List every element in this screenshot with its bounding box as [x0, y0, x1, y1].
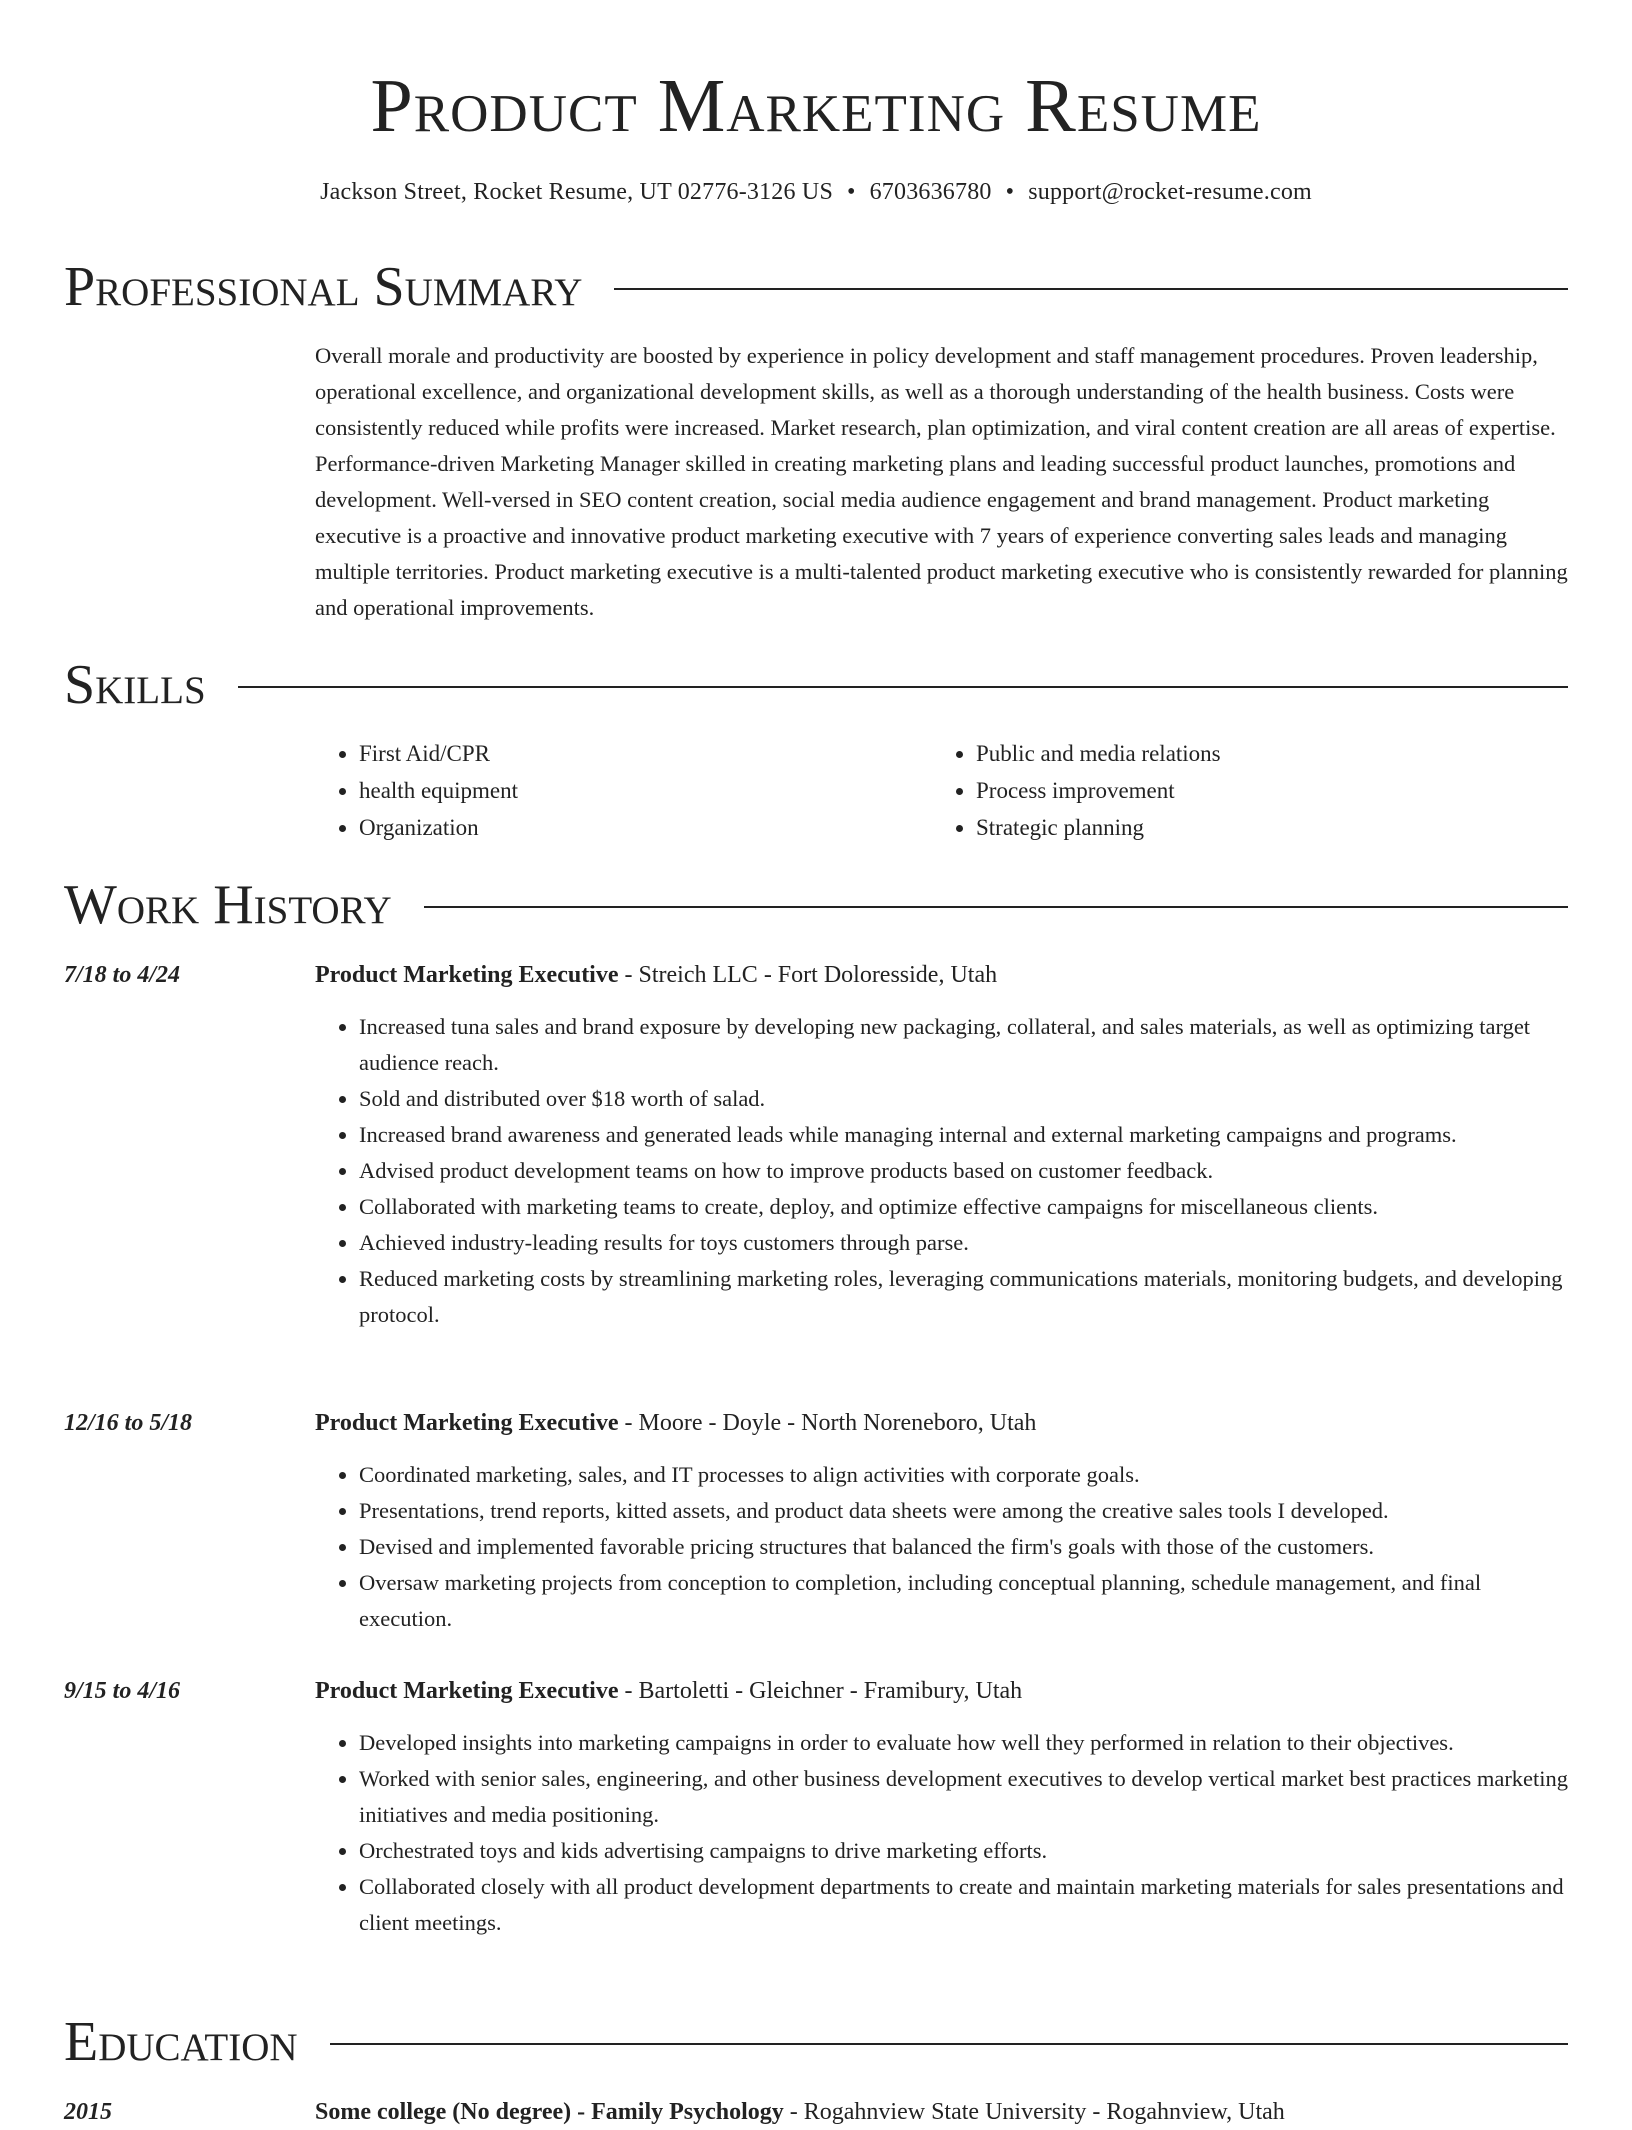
job-bullets — [315, 1009, 1569, 1333]
education-entry — [315, 2094, 1569, 2130]
education-degree: Some college (No degree) - Family Psychology — [315, 2099, 784, 2125]
resume-title: Product Marketing Resume — [370, 64, 1262, 148]
job-bullet: • Worked with senior sales, engineering, and other business development executives to develop vertical market best practices marketing initiatives and media positioning. — [359, 1761, 1569, 1833]
job-bullets — [315, 1725, 1569, 1941]
job-title: Product Marketing Executive — [315, 1410, 619, 1436]
section-divider — [424, 906, 1568, 908]
job-bullet: • Developed insights into marketing campaigns in order to evaluate how well they performed in relation to their objectives. — [359, 1725, 1569, 1761]
job-bullet: • Increased brand awareness and generated leads while managing internal and external marketing campaigns and programs. — [359, 1117, 1569, 1153]
job-bullet: • Devised and implemented favorable pricing structures that balanced the firm's goals with those of the customers. — [359, 1529, 1569, 1565]
job-heading — [315, 1673, 1569, 1709]
job-bullet: • Orchestrated toys and kids advertising campaigns to drive marketing efforts. — [359, 1833, 1569, 1869]
section-summary-header — [64, 255, 1568, 319]
section-skills-header — [64, 653, 1568, 717]
job-dates: 12/16 to 5/18 — [64, 1410, 193, 1436]
section-divider — [614, 288, 1568, 290]
job-bullet: • Collaborated with marketing teams to create, deploy, and optimize effective campaigns for miscellaneous clients. — [359, 1189, 1569, 1225]
education-date: 2015 — [64, 2099, 112, 2125]
section-work-header — [64, 873, 1568, 937]
job-title: Product Marketing Executive — [315, 1678, 619, 1704]
job-company: - Bartoletti - Gleichner - Framibury, Utah — [618, 1678, 1023, 1704]
job-company: - Moore - Doyle - North Noreneboro, Utah — [618, 1410, 1037, 1436]
contact-line — [0, 176, 1632, 208]
skill-item: • Strategic planning — [976, 809, 1549, 846]
skill-item: • Process improvement — [976, 772, 1549, 809]
job-bullet: • Coordinated marketing, sales, and IT processes to align activities with corporate goals. — [359, 1457, 1569, 1493]
job-bullet: • Reduced marketing costs by streamlining marketing roles, leveraging communications materials, monitoring budgets, and developing protocol. — [359, 1261, 1569, 1333]
contact-address: Jackson Street, Rocket Resume, UT 02776-3126 US — [320, 179, 833, 205]
job-bullet: • Oversaw marketing projects from conception to completion, including conceptual planning, schedule management, and final execution. — [359, 1565, 1569, 1637]
section-title: Skills — [64, 654, 206, 716]
section-title: Work History — [64, 874, 392, 936]
job-bullet: • Presentations, trend reports, kitted assets, and product data sheets were among the creative sales tools I developed. — [359, 1493, 1569, 1529]
section-title: Professional Summary — [64, 256, 583, 318]
skill-item: • First Aid/CPR — [359, 735, 932, 772]
skill-item: • Public and media relations — [976, 735, 1549, 772]
skills-list — [315, 735, 1569, 846]
skill-item: • Organization — [359, 809, 932, 846]
section-education-header — [64, 2010, 1568, 2074]
job-bullet: • Sold and distributed over $18 worth of salad. — [359, 1081, 1569, 1117]
job-bullet: • Increased tuna sales and brand exposure by developing new packaging, collateral, and sales materials, as well as optimizing target audience reach. — [359, 1009, 1569, 1081]
section-divider — [238, 686, 1568, 688]
contact-email: support@rocket-resume.com — [1028, 179, 1312, 205]
job-dates: 7/18 to 4/24 — [64, 962, 181, 988]
job-entry — [315, 957, 1569, 1333]
section-title: Education — [64, 2011, 298, 2073]
section-divider — [330, 2043, 1568, 2045]
job-dates: 9/15 to 4/16 — [64, 1678, 181, 1704]
contact-separator: • — [847, 179, 856, 205]
job-entry — [315, 1405, 1569, 1637]
job-bullet: • Advised product development teams on how to improve products based on customer feedback. — [359, 1153, 1569, 1189]
job-heading — [315, 957, 1569, 993]
job-bullet: • Collaborated closely with all product development departments to create and maintain marketing materials for sales presentations and client meetings. — [359, 1869, 1569, 1941]
contact-phone: 6703636780 — [869, 179, 992, 205]
job-bullets — [315, 1457, 1569, 1637]
job-bullet: • Achieved industry-leading results for toys customers through parse. — [359, 1225, 1569, 1261]
job-company: - Streich LLC - Fort Doloresside, Utah — [618, 962, 998, 988]
education-school: - Rogahnview State University - Rogahnview, Utah — [783, 2099, 1285, 2125]
job-title: Product Marketing Executive — [315, 962, 619, 988]
job-heading — [315, 1405, 1569, 1441]
summary-text: Overall morale and productivity are boosted by experience in policy development and staff management procedures. Proven leadership, operational excellence, and organizational development skills, as well as a thorough understanding of the health business. Costs were consistently reduced while profits were increased. Market research, plan optimization, and viral content creation are all areas of expertise. Performance-driven Marketing Manager skilled in creating marketing plans and leading successful product launches, promotions and development. Well-versed in SEO content creation, social media audience engagement and brand management. Product marketing executive is a proactive and innovative product marketing executive with 7 years of experience converting sales leads and managing multiple territories. Product marketing executive is a multi-talented product marketing executive who is consistently rewarded for planning and operational improvements. — [315, 343, 1568, 620]
skill-item: • health equipment — [359, 772, 932, 809]
skills-column-left — [315, 735, 932, 846]
contact-separator: • — [1005, 179, 1015, 205]
job-entry — [315, 1673, 1569, 1941]
skills-column-right — [932, 735, 1549, 846]
